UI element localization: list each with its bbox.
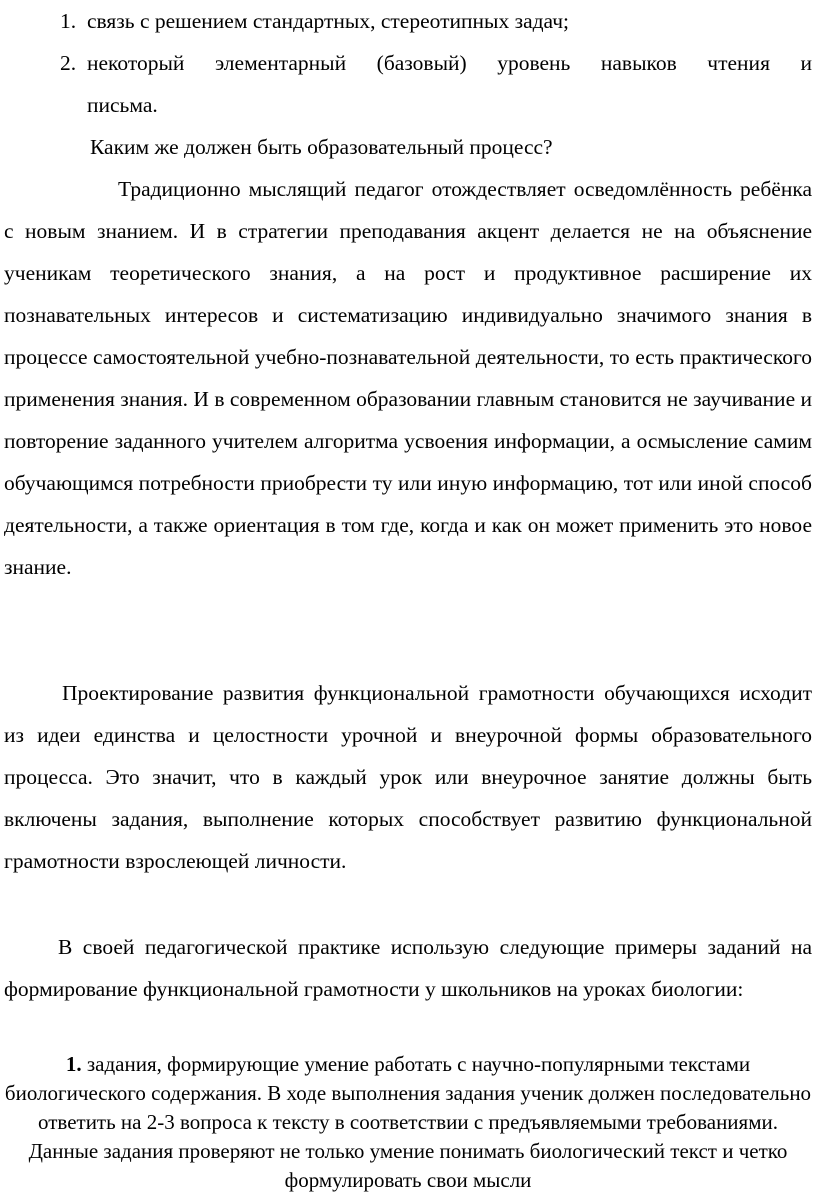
paragraph-task-1 bbox=[4, 1050, 812, 1195]
list-item bbox=[60, 42, 812, 126]
paragraph-design-literacy: Проектирование развития функциональной грамотности обучающихся исходит из идеи единства и целостности урочной и внеурочной формы образовательного процесса. Это значит, что в каждый урок или внеурочное занятие должны быть включены задания, выполнение которых способствует развитию функциональной грамотности взрослеющей личности. bbox=[4, 681, 812, 873]
task-text: задания, формирующие умение работать с научно-популярными текстами биологического содержания. В ходе выполнения задания ученик должен последовательно ответить на 2-3 вопроса к тексту в соответствии с предъявляемыми требованиями. Данные задания проверяют не только умение понимать биологический текст и четко формулировать свои мысли bbox=[4, 1052, 812, 1192]
paragraph-traditional-teacher: Традиционно мыслящий педагог отождествляет осведомлённость ребёнка с новым знанием. И в стратегии преподавания акцент делается не на объяснение ученикам теоретического знания, а на рост и продуктивное расширение их познавательных интересов и систематизацию индивидуально значимого знания в процессе самостоятельной учебно-познавательной деятельности, то есть практического применения знания. И в современном образовании главным становится не заучивание и повторение заданного учителем алгоритма усвоения информации, а осмысление самим обучающимся потребности приобрести ту или иную информацию, тот или иной способ деятельности, а также ориентация в том где, когда и как он может применить это новое знание. bbox=[4, 177, 812, 579]
paragraph-practice-examples: В своей педагогической практике использую следующие примеры заданий на формирование функциональной грамотности у школьников на уроках биологии: bbox=[4, 935, 812, 1001]
list-item-text-line1: некоторый элементарный (базовый) уровень навыков чтения и bbox=[87, 51, 812, 75]
list-item-text-line2: письма. bbox=[87, 93, 158, 117]
question-line: Каким же должен быть образовательный процесс? bbox=[90, 135, 553, 159]
list-item-text: связь с решением стандартных, стереотипных задач; bbox=[87, 9, 570, 33]
list-item bbox=[60, 0, 812, 42]
task-number: 1. bbox=[65, 1052, 82, 1076]
list-item-number: 2. bbox=[60, 51, 77, 75]
list-item-number: 1. bbox=[60, 9, 77, 33]
